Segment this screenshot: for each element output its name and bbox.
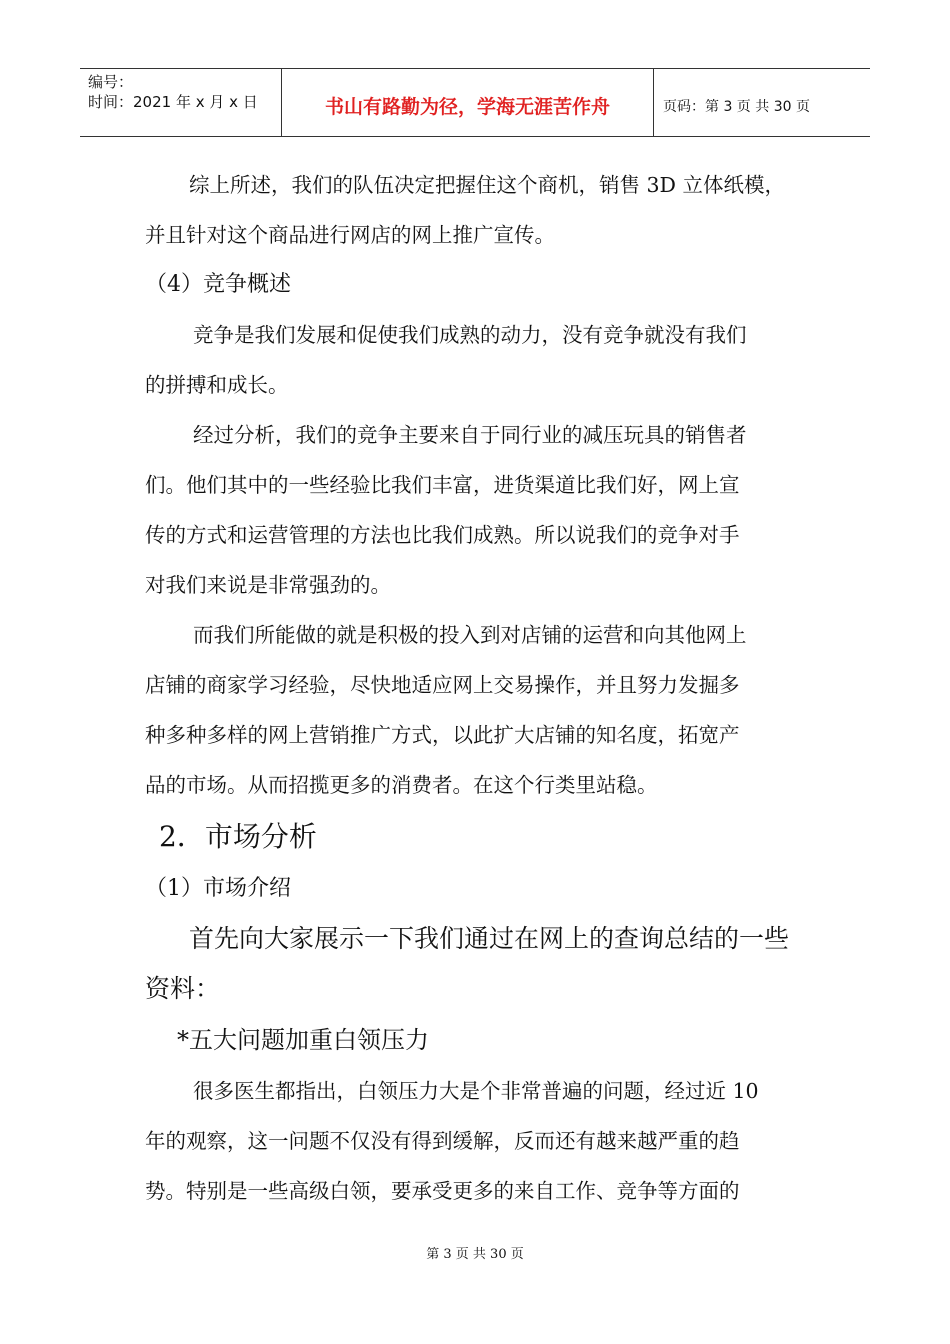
paragraph-line: 品的市场。从而招揽更多的消费者。在这个行类里站稳。	[145, 773, 658, 797]
paragraph-line: 综上所述，我们的队伍决定把握住这个商机，销售 3D 立体纸模，	[189, 173, 786, 197]
paragraph-line: 年的观察，这一问题不仅没有得到缓解，反而还有越来越严重的趋	[145, 1129, 740, 1153]
header-page-info: 页码：第 3 页 共 30 页	[663, 98, 810, 115]
paragraph-line: 首先向大家展示一下我们通过在网上的查询总结的一些	[189, 924, 790, 953]
paragraph-line: 种多种多样的网上营销推广方式，以此扩大店铺的知名度，拓宽产	[145, 723, 740, 747]
paragraph-line: 很多医生都指出，白领压力大是个非常普遍的问题，经过近 10	[193, 1079, 759, 1103]
document-date: 时间：2021 年 x 月 x 日	[88, 93, 258, 111]
section-heading: （1）市场介绍	[145, 876, 291, 901]
paragraph-line: 对我们来说是非常强劲的。	[145, 573, 391, 597]
chapter-heading: 2．市场分析	[159, 820, 317, 853]
paragraph-line: 们。他们其中的一些经验比我们丰富，进货渠道比我们好，网上宣	[145, 473, 740, 497]
paragraph-line: 店铺的商家学习经验，尽快地适应网上交易操作，并且努力发掘多	[145, 673, 740, 697]
header-motto: 书山有路勤为径，学海无涯苦作舟	[324, 96, 610, 118]
paragraph-line: 并且针对这个商品进行网店的网上推广宣传。	[145, 223, 555, 247]
paragraph-line: 竞争是我们发展和促使我们成熟的动力，没有竞争就没有我们	[193, 323, 747, 347]
paragraph-line: 而我们所能做的就是积极的投入到对店铺的运营和向其他网上	[193, 623, 747, 647]
header-motto-cell	[282, 69, 654, 136]
paragraph-line: 经过分析，我们的竞争主要来自于同行业的减压玩具的销售者	[193, 423, 747, 447]
paragraph-line: 的拼搏和成长。	[145, 373, 289, 397]
paragraph-line: 传的方式和运营管理的方法也比我们成熟。所以说我们的竞争对手	[145, 523, 740, 547]
page-header	[80, 68, 870, 137]
section-heading: （4）竞争概述	[145, 272, 291, 297]
bullet-heading: *五大问题加重白领压力	[177, 1026, 429, 1054]
document-number: 编号：	[88, 73, 134, 91]
header-meta	[80, 69, 282, 136]
paragraph-line: 资料：	[145, 974, 221, 1003]
page-footer: 第 3 页 共 30 页	[426, 1247, 524, 1262]
paragraph-line: 势。特别是一些高级白领，要承受更多的来自工作、竞争等方面的	[145, 1179, 740, 1203]
document-body	[145, 160, 810, 1216]
